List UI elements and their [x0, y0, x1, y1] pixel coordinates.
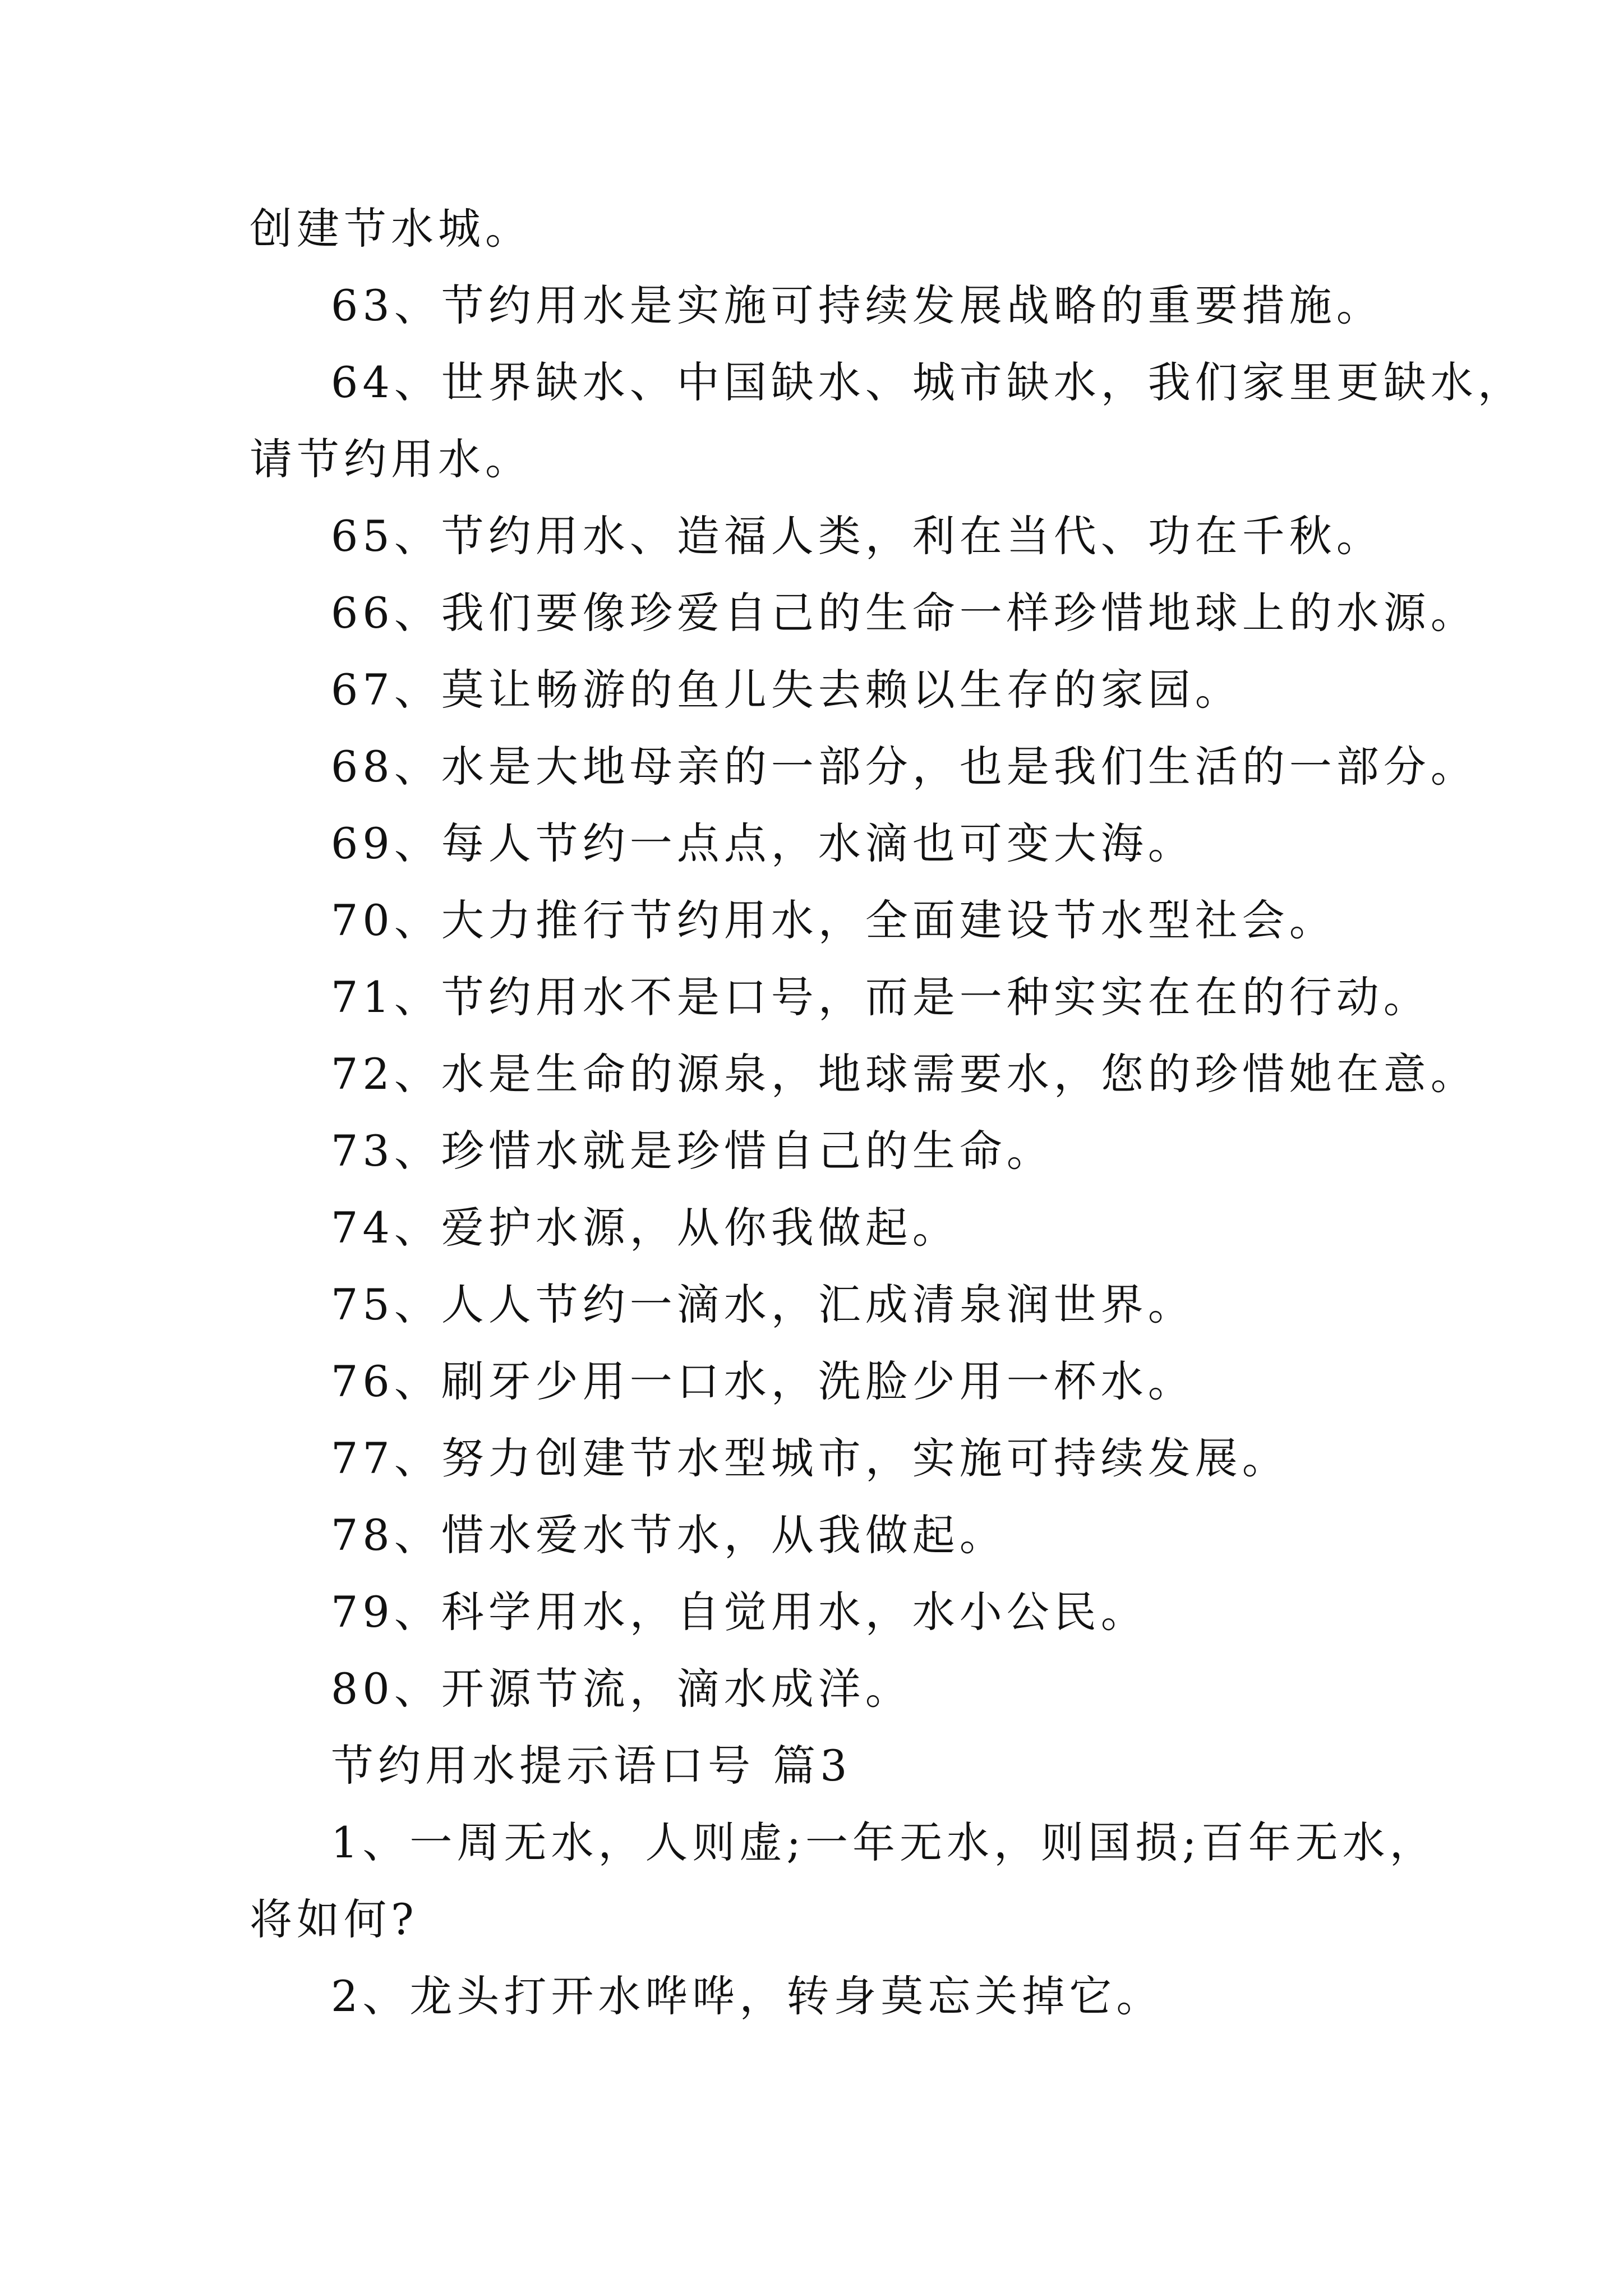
slogan-63: 63、节约用水是实施可持续发展战略的重要措施。 [331, 280, 1384, 330]
slogan-75: 75、人人节约一滴水，汇成清泉润世界。 [331, 1280, 1195, 1329]
slogan-64: 64、世界缺水、中国缺水、城市缺水，我们家里更缺水， [331, 357, 1525, 407]
slogan-69: 69、每人节约一点点，水滴也可变大海。 [331, 818, 1195, 868]
slogan-76: 76、刷牙少用一口水，洗脸少用一杯水。 [331, 1356, 1195, 1406]
slogan-77: 77、努力创建节水型城市，实施可持续发展。 [331, 1433, 1289, 1483]
section-heading: 节约用水提示语口号 篇3 [331, 1741, 852, 1791]
slogan-67: 67、莫让畅游的鱼儿失去赖以生存的家园。 [331, 665, 1242, 715]
slogan-71: 71、节约用水不是口号，而是一种实实在在的行动。 [331, 972, 1431, 1022]
slogan-79: 79、科学用水，自觉用水，水小公民。 [331, 1587, 1148, 1637]
text-line-1: 创建节水城。 [250, 204, 532, 254]
slogan-80: 80、开源节流，滴水成洋。 [331, 1664, 912, 1714]
slogan-1-continued: 将如何? [250, 1894, 418, 1944]
slogan-73: 73、珍惜水就是珍惜自己的生命。 [331, 1126, 1054, 1176]
slogan-70: 70、大力推行节约用水，全面建设节水型社会。 [331, 895, 1336, 945]
slogan-2: 2、龙头打开水哗哗，转身莫忘关掉它。 [331, 1971, 1164, 2021]
slogan-68: 68、水是大地母亲的一部分，也是我们生活的一部分。 [331, 742, 1478, 792]
slogan-66: 66、我们要像珍爱自己的生命一样珍惜地球上的水源。 [331, 588, 1478, 638]
slogan-78: 78、惜水爱水节水，从我做起。 [331, 1510, 1007, 1560]
slogan-65: 65、节约用水、造福人类，利在当代、功在千秋。 [331, 511, 1384, 561]
slogan-64-continued: 请节约用水。 [250, 434, 532, 484]
slogan-74: 74、爱护水源，从你我做起。 [331, 1203, 960, 1253]
slogan-72: 72、水是生命的源泉，地球需要水，您的珍惜她在意。 [331, 1049, 1478, 1099]
slogan-1: 1、一周无水，人则虚;一年无水，则国损;百年无水， [331, 1818, 1437, 1867]
